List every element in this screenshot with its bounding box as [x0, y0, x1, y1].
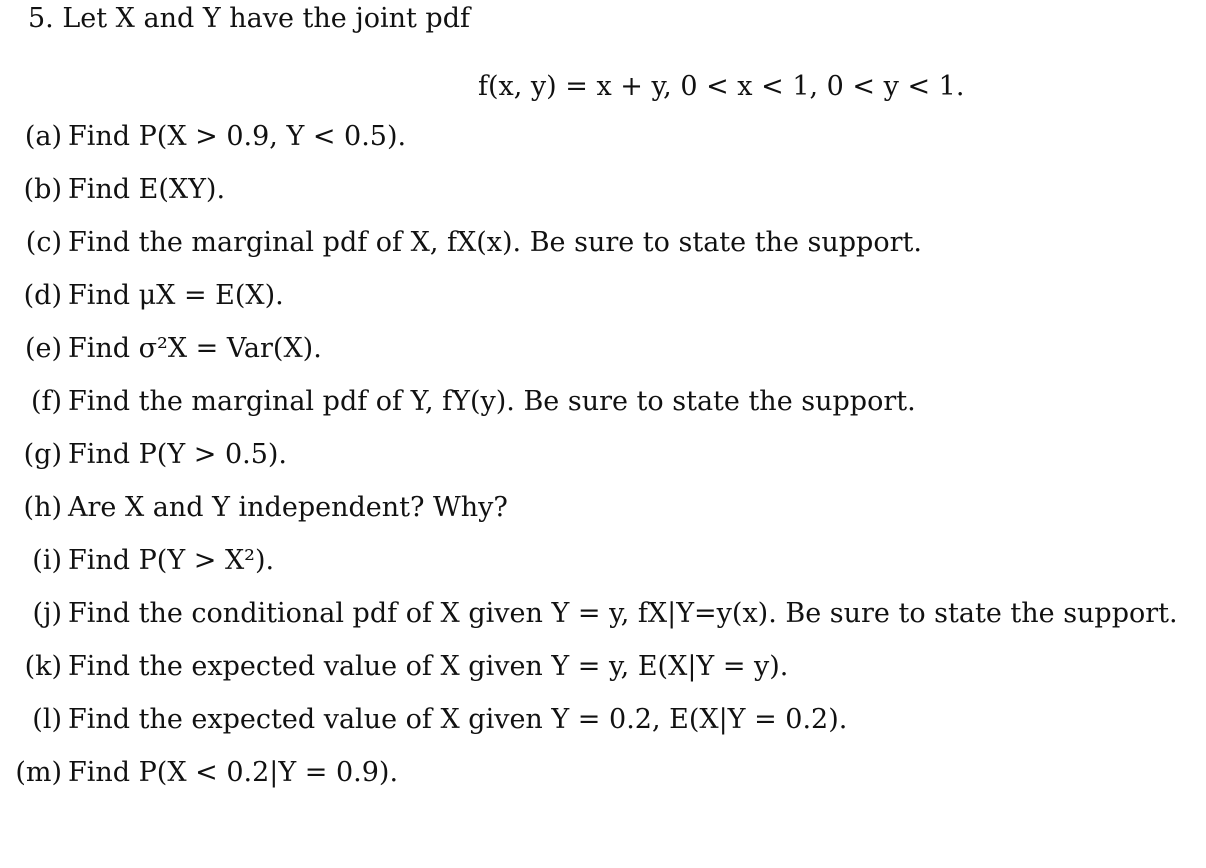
part-c — [0, 226, 1200, 260]
part-label: (a) — [24, 121, 62, 152]
part-label: (g) — [23, 439, 62, 470]
part-text: Find σ²X = Var(X). — [68, 333, 322, 364]
part-e — [0, 332, 1200, 366]
part-label: (c) — [25, 227, 62, 258]
part-text: Find P(Y > X²). — [68, 545, 275, 576]
part-i — [0, 544, 1200, 578]
part-label: (b) — [23, 174, 62, 205]
part-label: (j) — [32, 598, 62, 629]
part-text: Find the marginal pdf of X, fX(x). Be sure to state the support. — [68, 227, 922, 258]
part-label: (k) — [24, 651, 62, 682]
part-label: (i) — [32, 545, 62, 576]
part-k — [0, 650, 1200, 684]
part-d — [0, 279, 1200, 313]
part-a — [0, 120, 1200, 154]
problem-title: 5. Let X and Y have the joint pdf — [28, 3, 470, 34]
part-label: (f) — [30, 386, 62, 417]
part-text: Find P(X < 0.2|Y = 0.9). — [68, 757, 399, 788]
part-text: Are X and Y independent? Why? — [68, 492, 508, 523]
part-text: Find the marginal pdf of Y, fY(y). Be sure to state the support. — [68, 386, 916, 417]
part-j — [0, 597, 1200, 631]
part-f — [0, 385, 1200, 419]
part-m — [0, 756, 1200, 790]
part-text: Find P(Y > 0.5). — [68, 439, 287, 470]
part-h — [0, 491, 1200, 525]
joint-pdf-formula: f(x, y) = x + y, 0 < x < 1, 0 < y < 1. — [478, 71, 965, 102]
part-label: (e) — [24, 333, 62, 364]
part-text: Find the expected value of X given Y = 0.2, E(X|Y = 0.2). — [68, 704, 848, 735]
part-text: Find the expected value of X given Y = y, E(X|Y = y). — [68, 651, 789, 682]
part-text: Find E(XY). — [68, 174, 226, 205]
part-label: (m) — [15, 757, 62, 788]
part-label: (h) — [23, 492, 62, 523]
part-label: (d) — [23, 280, 62, 311]
part-text: Find P(X > 0.9, Y < 0.5). — [68, 121, 407, 152]
part-g — [0, 438, 1200, 472]
part-text: Find the conditional pdf of X given Y = y, fX|Y=y(x). Be sure to state the support. — [68, 598, 1178, 629]
part-l — [0, 703, 1200, 737]
part-text: Find μX = E(X). — [68, 280, 284, 311]
part-b — [0, 173, 1200, 207]
part-label: (l) — [32, 704, 62, 735]
